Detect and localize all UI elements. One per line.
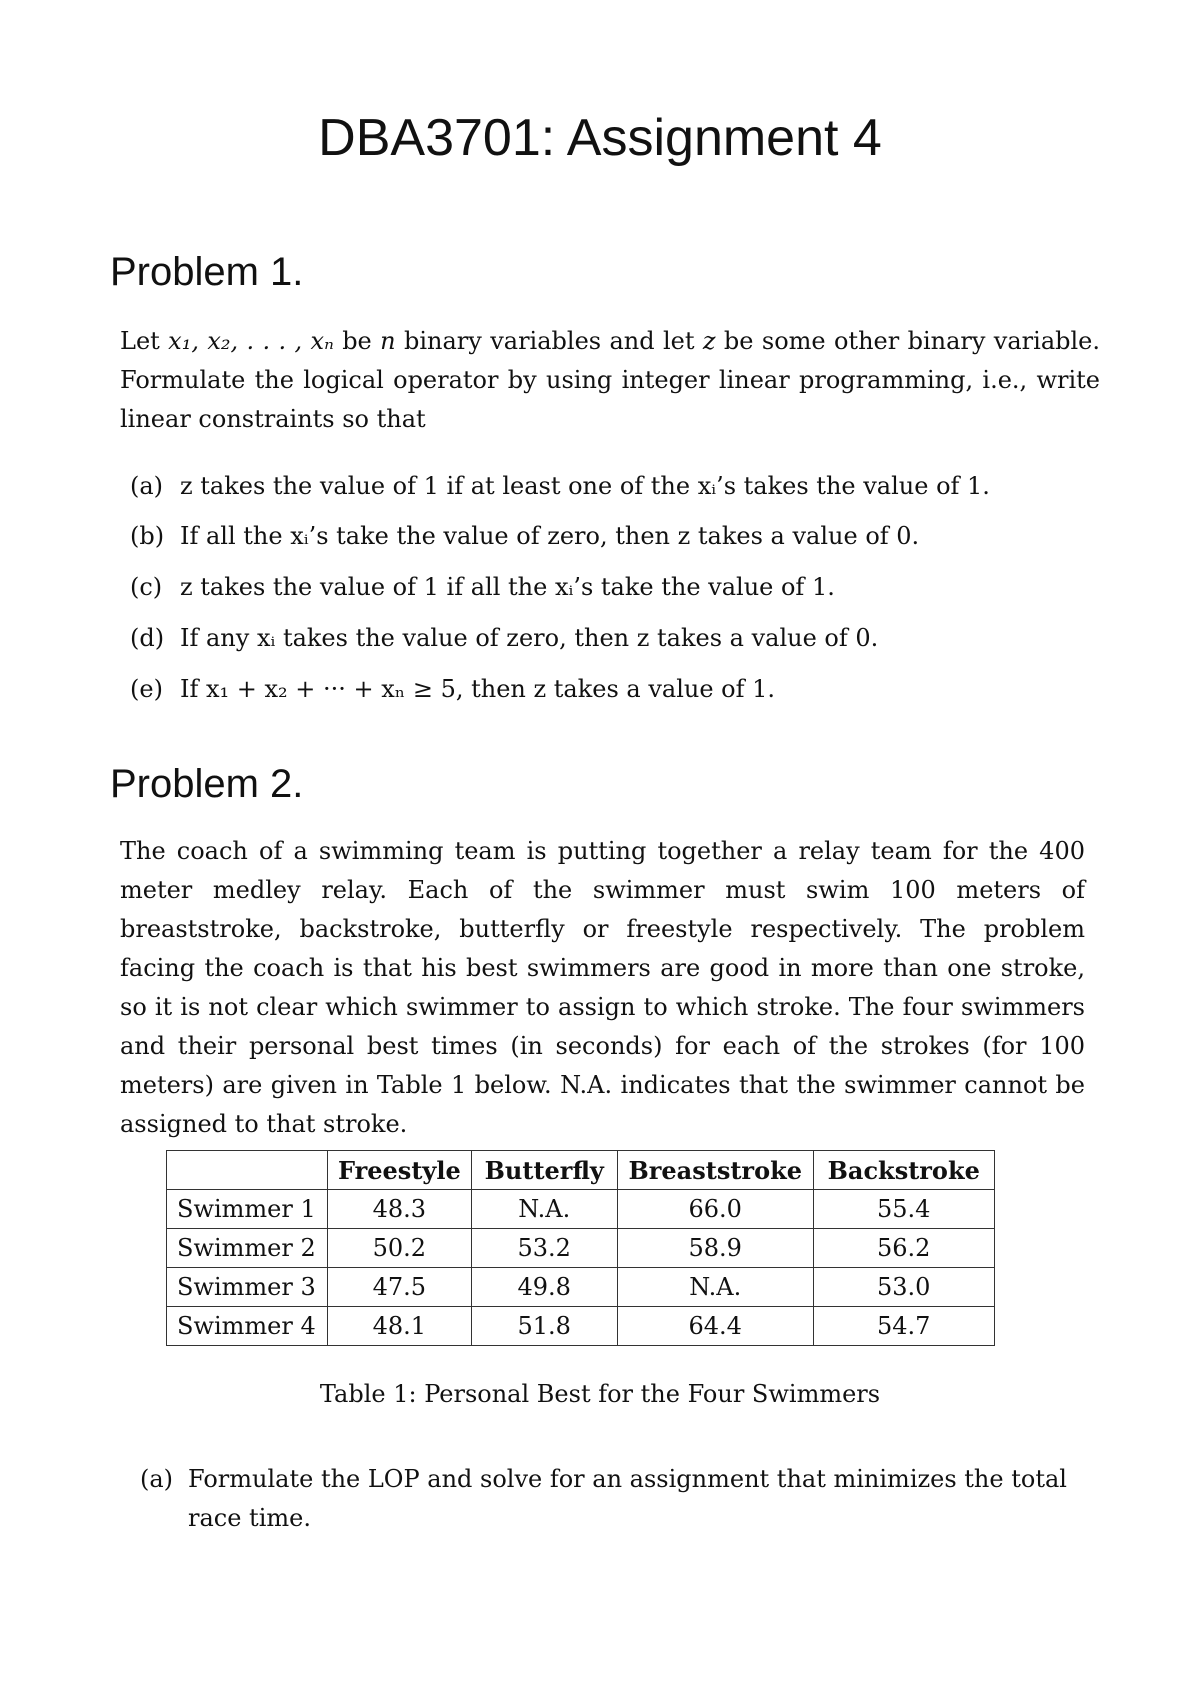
part-label: (e) bbox=[130, 675, 163, 703]
document-title: DBA3701: Assignment 4 bbox=[318, 109, 882, 167]
table-cell: 48.1 bbox=[328, 1307, 472, 1346]
table-cell: 64.4 bbox=[617, 1307, 813, 1346]
row-header: Swimmer 2 bbox=[167, 1229, 328, 1268]
part-label: (a) bbox=[140, 1465, 174, 1493]
intro-n: n bbox=[380, 327, 396, 355]
row-header: Swimmer 3 bbox=[167, 1268, 328, 1307]
part-text: z takes the value of 1 if all the xᵢ’s take the value of 1. bbox=[180, 573, 835, 601]
col-header-backstroke: Backstroke bbox=[813, 1151, 994, 1190]
table-cell: 54.7 bbox=[813, 1307, 994, 1346]
col-header-breaststroke: Breaststroke bbox=[617, 1151, 813, 1190]
part-text: If all the xᵢ’s take the value of zero, then z takes a value of 0. bbox=[180, 522, 920, 550]
problem-2-part-a bbox=[140, 1460, 1100, 1538]
intro-mid2: binary variables and let bbox=[395, 327, 703, 355]
problem-1-intro bbox=[120, 322, 1100, 439]
table-cell: 56.2 bbox=[813, 1229, 994, 1268]
swimmer-times-table bbox=[166, 1150, 995, 1346]
intro-mid1: be bbox=[333, 327, 381, 355]
table-cell: N.A. bbox=[617, 1268, 813, 1307]
table-header-row bbox=[167, 1151, 995, 1190]
part-text: If x₁ + x₂ + ··· + xₙ ≥ 5, then z takes a value of 1. bbox=[180, 675, 776, 703]
part-text: Formulate the LOP and solve for an assignment that minimizes the total race time. bbox=[188, 1465, 1067, 1532]
corner-cell bbox=[167, 1151, 328, 1190]
table-cell: N.A. bbox=[471, 1190, 617, 1229]
table-cell: 66.0 bbox=[617, 1190, 813, 1229]
table-row bbox=[167, 1268, 995, 1307]
col-header-butterfly: Butterfly bbox=[471, 1151, 617, 1190]
table-row bbox=[167, 1307, 995, 1346]
table-cell: 55.4 bbox=[813, 1190, 994, 1229]
row-header: Swimmer 4 bbox=[167, 1307, 328, 1346]
table-cell: 51.8 bbox=[471, 1307, 617, 1346]
table-cell: 53.2 bbox=[471, 1229, 617, 1268]
problem-1-part-a bbox=[130, 472, 990, 500]
intro-post: be some other binary variable. Formulate the logical operator by using integer linear programming, i.e., write linear constraints so that bbox=[120, 327, 1101, 433]
table-row bbox=[167, 1229, 995, 1268]
table-cell: 47.5 bbox=[328, 1268, 472, 1307]
table-cell: 58.9 bbox=[617, 1229, 813, 1268]
intro-vars: x₁, x₂, . . . , xₙ bbox=[168, 327, 334, 355]
table-cell: 53.0 bbox=[813, 1268, 994, 1307]
part-label: (c) bbox=[130, 573, 163, 601]
problem-1-heading: Problem 1. bbox=[110, 250, 304, 294]
table-cell: 49.8 bbox=[471, 1268, 617, 1307]
problem-2-intro: The coach of a swimming team is putting together a relay team for the 400 meter medley relay. Each of the swimmer must swim 100 meters of breaststroke, backstroke, butterfly or freestyle respectively. The problem facing the coach is that his best swimmers are good in more than one stroke, so it is not clear which swimmer to assign to which stroke. The four swimmers and their personal best times (in seconds) for each of the strokes (for 100 meters) are given in Table 1 below. N.A. indicates that the swimmer cannot be assigned to that stroke. bbox=[120, 837, 1085, 1138]
part-label: (a) bbox=[130, 472, 164, 500]
col-header-freestyle: Freestyle bbox=[328, 1151, 472, 1190]
table-cell: 48.3 bbox=[328, 1190, 472, 1229]
part-text: If any xᵢ takes the value of zero, then z takes a value of 0. bbox=[180, 624, 879, 652]
intro-z: z bbox=[702, 327, 716, 355]
table-cell: 50.2 bbox=[328, 1229, 472, 1268]
intro-pre: Let bbox=[120, 327, 169, 355]
part-label: (d) bbox=[130, 624, 165, 652]
problem-1-part-c bbox=[130, 573, 835, 601]
problem-1-part-e bbox=[130, 675, 775, 703]
problem-2-heading: Problem 2. bbox=[110, 762, 304, 806]
problem-1-part-d bbox=[130, 624, 878, 652]
table-caption: Table 1: Personal Best for the Four Swimmers bbox=[319, 1380, 881, 1408]
table-row bbox=[167, 1190, 995, 1229]
part-label: (b) bbox=[130, 522, 165, 550]
part-text: z takes the value of 1 if at least one of the xᵢ’s takes the value of 1. bbox=[180, 472, 990, 500]
row-header: Swimmer 1 bbox=[167, 1190, 328, 1229]
problem-1-part-b bbox=[130, 522, 919, 550]
